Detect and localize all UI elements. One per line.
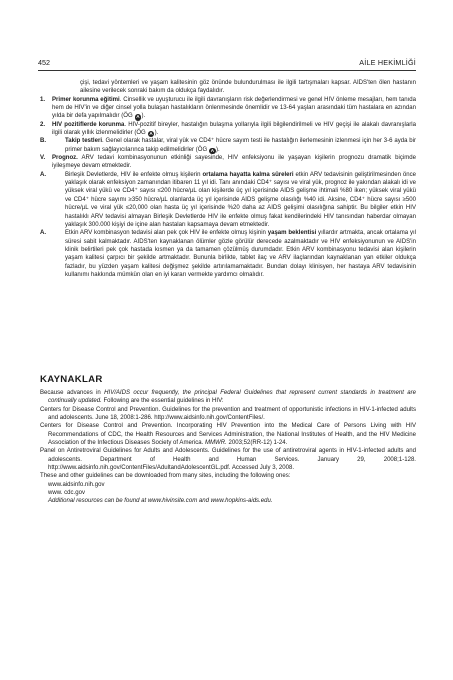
header-rule — [38, 70, 416, 71]
intro-text: Following are the essential guidelines in HIV: — [101, 398, 224, 405]
section-text: ARV tedavi kombinasyonunun etkinliği sayesinde, HIV enfeksiyonu ile yaşayan kişilerin prognozu dramatik biçimde iyileşmeye devam etmektedir. — [52, 155, 416, 170]
list-number: 1. — [40, 96, 46, 103]
list-letter: A. — [40, 230, 47, 237]
ref-text: Centers for Disease Control and Prevention. Incorporating HIV Prevention into the Medical Care of Persons Living with HIV Recommendations of CDC, the Health Resources and Services Administration, the National Institutes of Health, and the HIV Medicine Association of the Infectious Diseases Society of America. — [40, 423, 416, 447]
additional-italic: Additional resources can be found at www.hivinsite.com and www.hopkins-aids.edu. — [48, 498, 273, 505]
item-text: etkin ARV tedavisinin geliştirilmesinden önce yaklaşık olarak enfeksiyon zamanından itibaren 11 yıl idi. Tanı anındaki CD4⁺ sayısı ve viral yük, prognoz ile yakından alakalı idi ve yüksek viral yükü ve CD4⁺ sayısı ≤200 hücre/µL olan kişilerde üç yıl içerisinde AIDS gelişme ihtimali %80 iken; yüksek viral yükü ve CD4⁺ hücre sayımı ≥350 hücre/µL olanlarda üç yıl içerisinde AIDS gelişme olasılığı %40 idi. Aksine, CD4⁺ hücre sayısı ≥500 hücre/µL ve viral yük ≤20,000 olan hasta üç yıl içerisinde %20 daha az AIDS gelişimi olasılığına sahiptir. Bu bilgiler etkin HIV hastalıklı ARV tedavisi almayan Birleşik Devletlerde HIV ile enfekte olmuş fakat kendilerindeki HIV tanısından haberdar olmayan yaklaşık 300.000 kişiyi de içine alan hastaları kapsamaya devam etmektedir. — [65, 171, 416, 228]
item-text: . HIV-pozitif bireyler, hastalığın bulaşma yollarıyla ilgili bilgilendirilmeli ve HIV geçişi ile alakalı davranışlarla ilgili olarak yıllık izlenmelidirler (ÖG — [52, 121, 416, 137]
item-bold: ortalama hayatta kalma süreleri — [202, 171, 294, 178]
grade-a-icon: A — [210, 147, 215, 153]
journal-italic: MMWR. — [204, 440, 227, 447]
list-letter: A. — [40, 171, 47, 178]
list-letter: B. — [40, 138, 47, 145]
item-title: Primer korunma eğitimi — [52, 96, 120, 103]
body-text — [40, 79, 416, 279]
references-list — [40, 389, 416, 506]
item-tail: ). — [216, 146, 220, 153]
item-text: Birleşik Devletlerde, HIV ile enfekte olmuş kişilerin — [65, 171, 203, 178]
reference-url[interactable]: www.aidsinfo.nih.gov — [48, 481, 105, 488]
item-title: HIV pozitiflerde korunma — [52, 121, 125, 128]
page-header — [38, 58, 416, 70]
list-item-hiv-pozitif — [40, 121, 416, 138]
item-text: Etkin ARV kombinasyon tedavisi alan pek çok HIV ile enfekte olmuş kişinin — [65, 230, 268, 237]
intro-paragraph: çişi, tedavi yöntemleri ve yaşam kalitesinin göz önünde bulundurulması ile ilgili tartışmaları kapsar. AIDS'ten ölen hastanın ailesine verilecek sonraki bakım da oldukça faydalıdır. — [80, 80, 416, 95]
reference-item — [40, 422, 416, 447]
item-tail: ). — [154, 130, 159, 137]
references-heading: KAYNAKLAR — [40, 374, 103, 385]
references-intro — [40, 389, 416, 406]
list-item-yasam-beklentisi — [40, 229, 416, 279]
reference-item: Panel on Antiretroviral Guidelines for Adults and Adolescents. Guidelines for the use of antiretroviral agents in HIV-1-infected adults and adolescents. Department of Health and Human Services. January 29, 2008;1-128. http://www.aidsinfo.nih.gov/ContentFiles/AdultandAdolescentGL.pdf. Accessed July 3, 2008. — [40, 448, 416, 472]
grade-a-icon: A — [149, 131, 153, 137]
item-text: . Cinsellik ve uyuşturucu ile ilgili davranışların risk değerlendirmesi ve genel HIV önleme mesajları, hem tanıda hem de HIV'in ve diğer cinsel yolla bulaşan hastalıkların önlenmesinde önemlidir ve 13-64 yaşları arasındaki tüm hastalara en azından yılda bir defa yapılmalıdır (ÖG — [52, 96, 416, 120]
intro-text: Because advances in — [40, 390, 105, 396]
item-tail: ). — [141, 113, 146, 120]
reference-additional — [40, 497, 416, 505]
grade-a-icon: A — [136, 114, 140, 120]
item-text: yıllardır artmakta, ancak ortalama yıl süresi sabit kalmaktadır. AIDS'ten kaynaklanan ölümler gözle görülür derecede azalmaktadır ve HIV enfeksiyonunun ve AIDS'in klinik belirtileri pek çok hastada kısmen ya da tamamen çözülmüş durumdadır. Etkin ARV kombinasyonu tedavisi alan kişilerin yaşam kalitesi çarpıcı bir şekilde artmaktadır. Bununla birlikte, tablet ilaç ve ARV ilaçlarından kaynaklanan yan etkiler oldukça fazladır, bu yüzden yaşam kalitesi değişmez şekilde artırılamamaktadır. Bundan dolayı klinisyen, her hastaya ARV tedavisinin kullanımı hakkında mümkün olan en iyi kararı vermekte yardımcı olmalıdır. — [65, 230, 417, 278]
item-text: . Genel olarak hastalar, viral yük ve CD4⁺ hücre sayım testi ile hastalığın ilerlemesinin izlenmesi için her 3-6 ayda bir primer bakım sağlayıcılarınca takip edilmelidirler (ÖG — [65, 138, 417, 153]
page-number: 452 — [38, 58, 50, 67]
ref-text: 2003;52(RR-12) 1-24. — [226, 440, 288, 447]
section-prognoz — [40, 154, 416, 171]
section-number: V. — [40, 155, 46, 162]
section-title: Prognoz. — [52, 155, 78, 162]
item-title: Takip testleri — [65, 138, 103, 145]
journal-title: AİLE HEKİMLİĞİ — [359, 58, 416, 67]
reference-item: These and other guidelines can be downloaded from many sites, including the following ones: — [40, 473, 291, 480]
list-item-primer-korunma — [40, 96, 416, 121]
list-item-takip-testleri — [40, 137, 416, 154]
list-item-hayatta-kalma — [40, 171, 416, 229]
item-bold: yaşam beklentisi — [267, 230, 317, 237]
intro-italic: HIV/AIDS occur frequently, the principal Federal Guidelines that represent current standards in treatment are continually updated. — [48, 390, 416, 405]
reference-url[interactable]: www. cdc.gov — [48, 490, 85, 497]
reference-item: Centers for Disease Control and Prevention. Guidelines for the prevention and treatment of opportunistic infections in HIV-1-infected adults and adolescents. June 18, 2008:1-286. http://www.aidsinfo.nih.gov/ContentFiles/. — [40, 406, 416, 422]
list-number: 2. — [40, 121, 46, 128]
